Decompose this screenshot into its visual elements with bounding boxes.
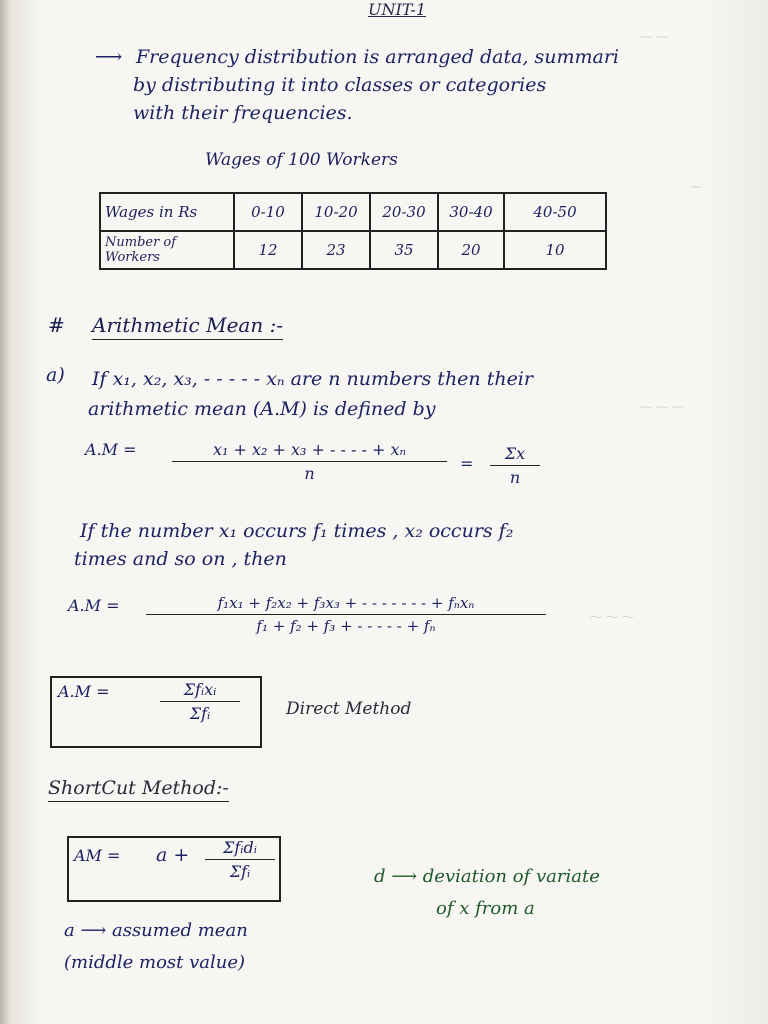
intro-arrow: ⟶ <box>95 46 123 68</box>
wages-table <box>99 192 607 270</box>
table-cell: 40-50 <box>504 193 606 231</box>
formula2-numerator: f₁x₁ + f₂x₂ + f₃x₃ + - - - - - - - + fₙxₙ <box>217 594 475 612</box>
frequency-line-1: If the number x₁ occurs f₁ times , x₂ occurs f₂ <box>80 520 514 542</box>
formula1-denominator: n <box>304 464 315 483</box>
unit-title: UNIT-1 <box>368 0 426 19</box>
a-note-line-1: a ⟶ assumed mean <box>64 920 248 941</box>
fraction-bar <box>490 465 540 466</box>
intro-line-3: with their frequencies. <box>133 102 353 124</box>
direct-numerator: Σfᵢxᵢ <box>183 680 217 699</box>
table-row-label: Number of Workers <box>100 231 234 269</box>
formula2-denominator: f₁ + f₂ + f₃ + - - - - - + fₙ <box>256 617 436 635</box>
intro-line-2: by distributing it into classes or categories <box>133 74 547 96</box>
shortcut-a-plus: a + <box>156 844 190 866</box>
shortcut-fraction <box>205 838 275 881</box>
definition-line-2: arithmetic mean (A.M) is defined by <box>88 398 436 420</box>
bleed-mark: ⁓ ⁓ <box>640 30 668 44</box>
table-cell: 30-40 <box>438 193 504 231</box>
shortcut-heading: ShortCut Method:- <box>48 777 229 802</box>
shortcut-lhs: AM = <box>74 846 121 865</box>
table-row-label: Wages in Rs <box>100 193 234 231</box>
direct-fraction <box>160 680 240 723</box>
formula1-equals: = <box>460 454 474 473</box>
direct-denominator: Σfᵢ <box>189 704 211 723</box>
table-row <box>100 231 606 269</box>
intro-line-1: Frequency distribution is arranged data, summari <box>136 46 619 68</box>
table-cell: 20-30 <box>370 193 438 231</box>
table-cell: 10 <box>504 231 606 269</box>
table-cell: 12 <box>234 231 302 269</box>
fraction-bar <box>160 701 240 702</box>
bleed-mark: ⁓ ⁓ ⁓ <box>640 400 684 414</box>
table-cell: 23 <box>302 231 370 269</box>
shortcut-numerator: Σfᵢdᵢ <box>223 838 257 857</box>
heading-hash: # <box>48 313 65 337</box>
d-note-line-2: of x from a <box>436 898 535 919</box>
table-cell: 35 <box>370 231 438 269</box>
formula1-lhs: A.M = <box>85 440 137 459</box>
table-row <box>100 193 606 231</box>
table-title: Wages of 100 Workers <box>205 150 398 170</box>
bleed-mark: ⁓ ⁓ ⁓ <box>590 610 634 624</box>
d-note-line-1: d ⟶ deviation of variate <box>374 866 600 887</box>
part-label: a) <box>46 364 65 386</box>
formula1-numerator-2: Σx <box>504 444 526 463</box>
frequency-line-2: times and so on , then <box>74 548 287 570</box>
formula1-fraction <box>172 440 447 483</box>
formula1-numerator: x₁ + x₂ + x₃ + - - - - + xₙ <box>212 440 406 459</box>
definition-line-1: If x₁, x₂, x₃, - - - - - xₙ are n numbers then their <box>92 368 533 390</box>
formula1-denominator-2: n <box>509 468 521 487</box>
arithmetic-mean-heading: Arithmetic Mean :- <box>92 313 283 340</box>
table-cell: 20 <box>438 231 504 269</box>
shortcut-denominator: Σfᵢ <box>229 862 251 881</box>
direct-method-label: Direct Method <box>286 699 412 719</box>
formula2-fraction <box>146 594 546 635</box>
fraction-bar <box>205 859 275 860</box>
fraction-bar <box>146 614 546 615</box>
direct-lhs: A.M = <box>58 682 110 701</box>
table-cell: 10-20 <box>302 193 370 231</box>
table-cell: 0-10 <box>234 193 302 231</box>
formula1-fraction-2 <box>490 444 540 487</box>
bleed-mark: ⁓ <box>690 180 702 194</box>
fraction-bar <box>172 461 447 462</box>
a-note-line-2: (middle most value) <box>64 952 246 973</box>
formula2-lhs: A.M = <box>68 596 120 615</box>
